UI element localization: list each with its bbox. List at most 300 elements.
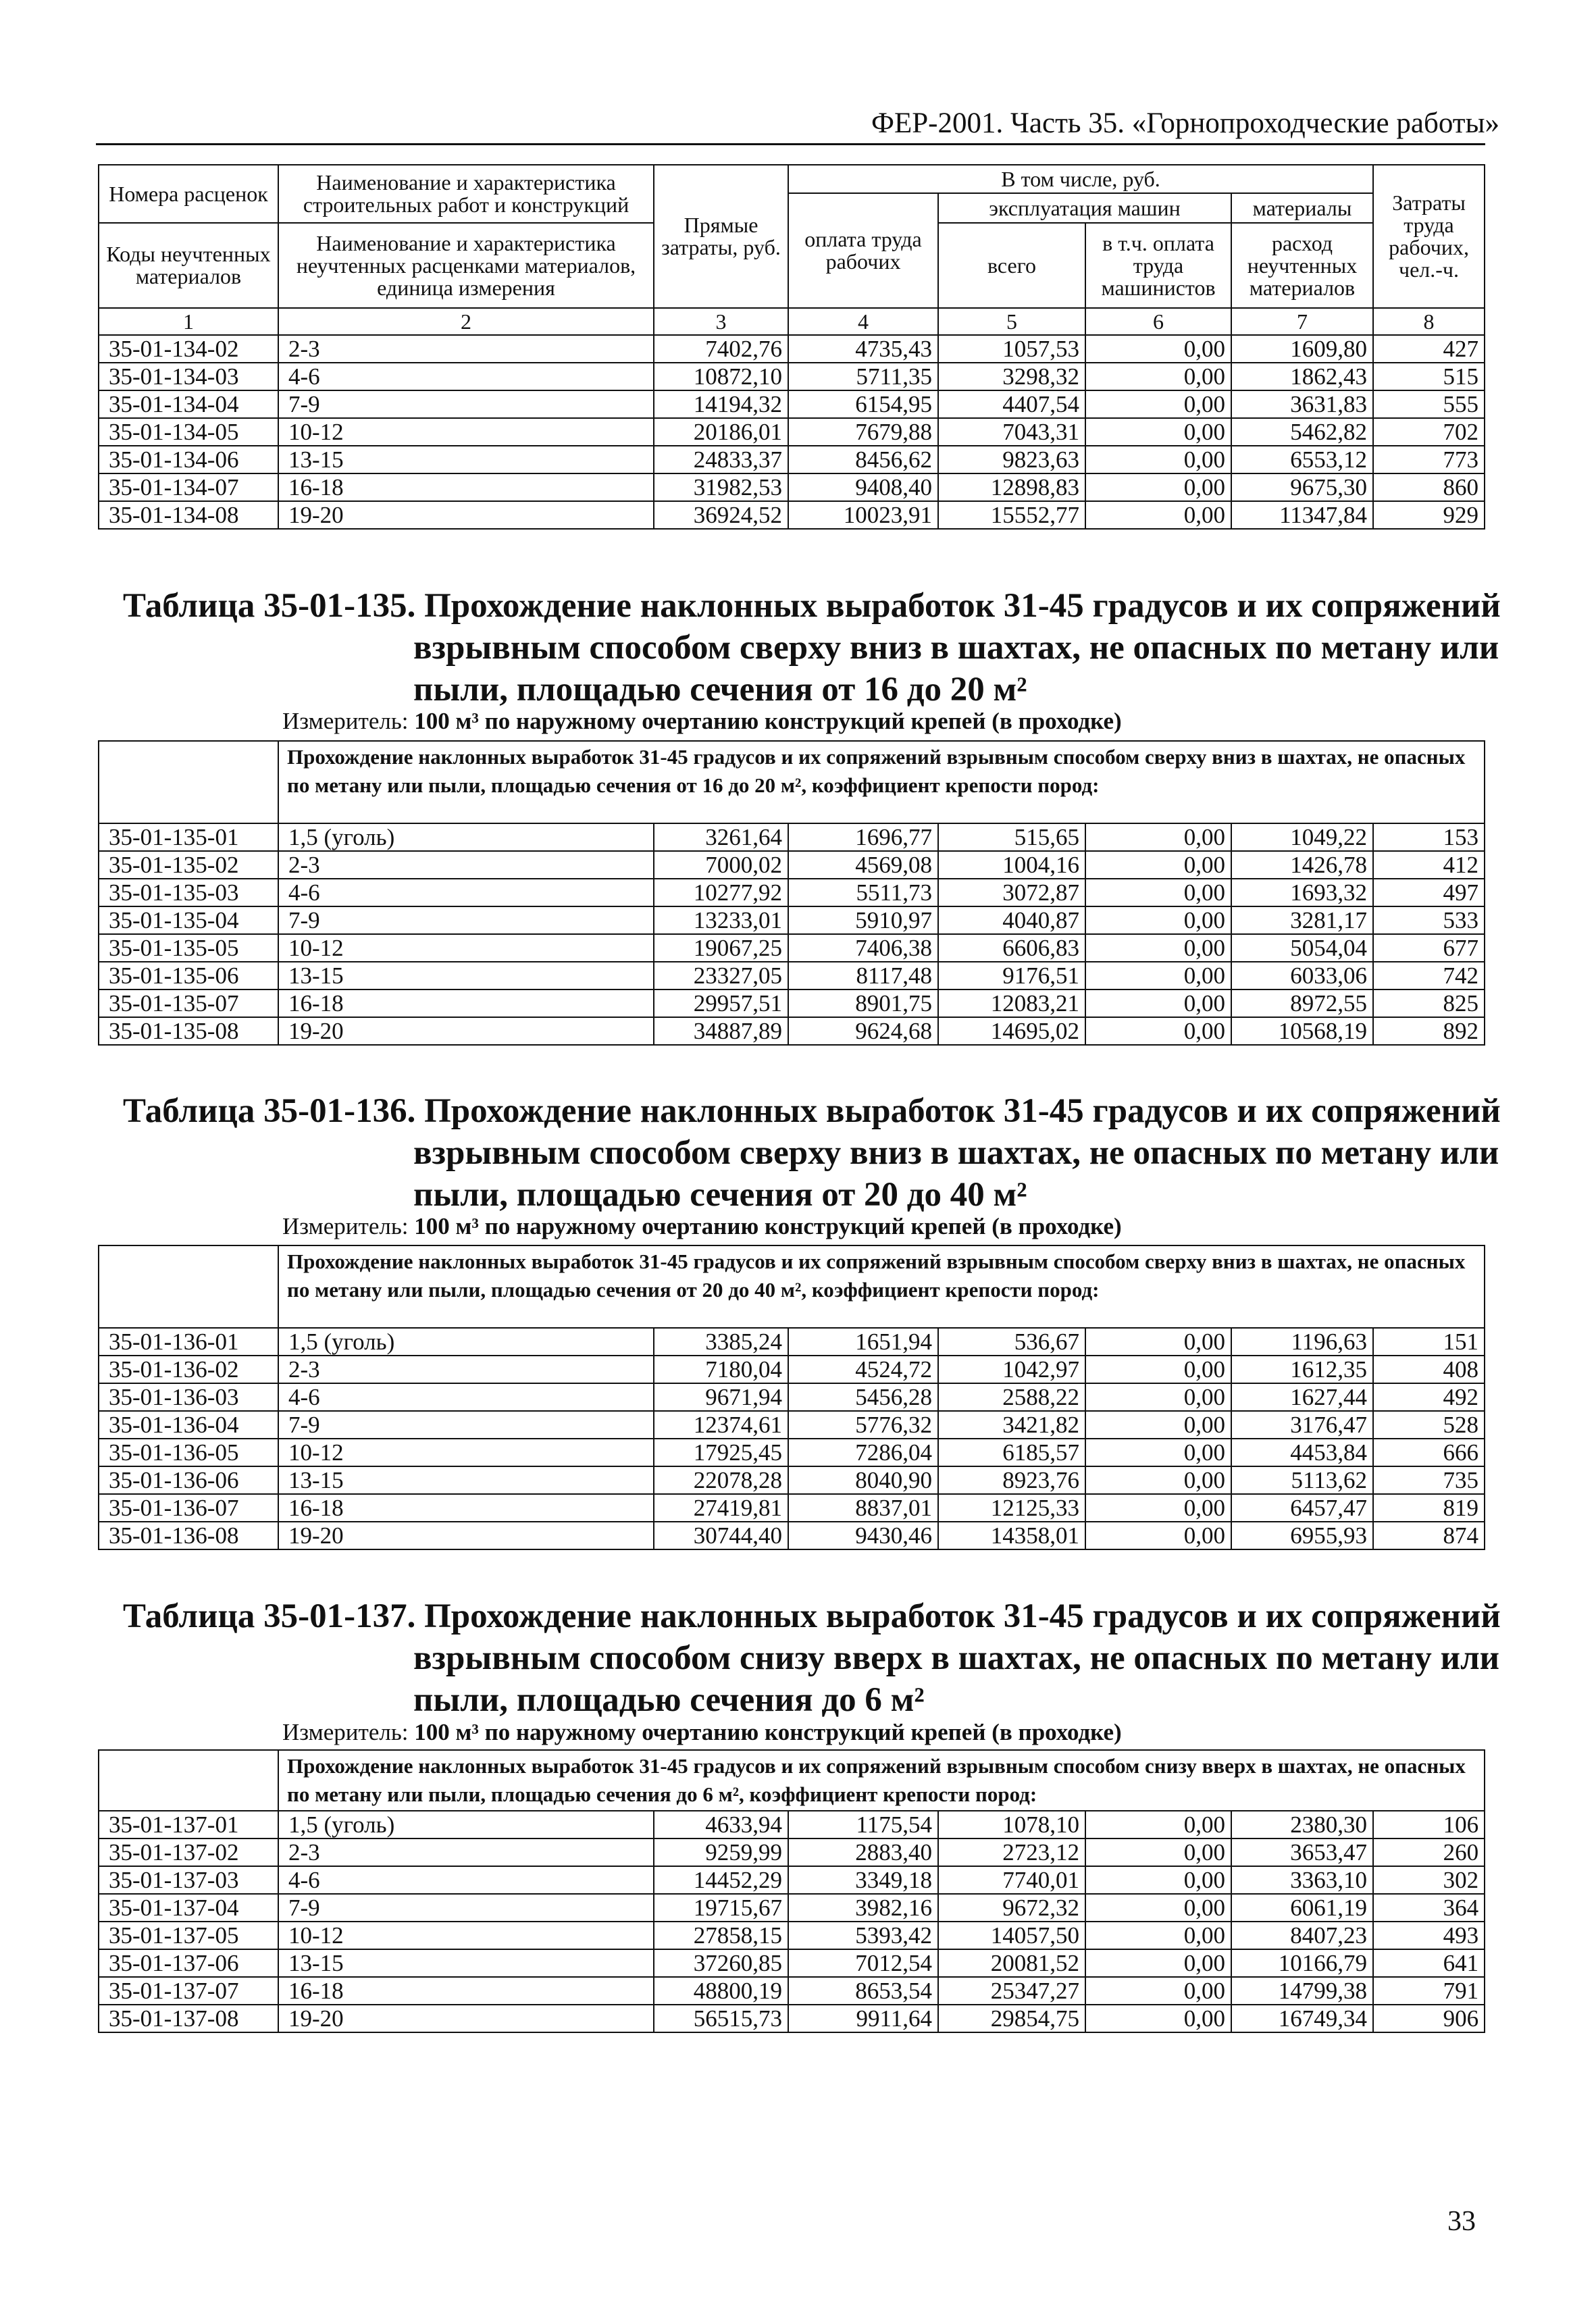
table-134: [98, 164, 1485, 530]
table-cell: 35-01-136-08: [99, 1522, 278, 1549]
table-row: [99, 1466, 1485, 1494]
table-cell: 7-9: [278, 1894, 654, 1922]
table-cell: 35-01-136-07: [99, 1494, 278, 1522]
table-cell: 16-18: [278, 989, 654, 1017]
table-cell: 19-20: [278, 1522, 654, 1549]
table-cell: 27858,15: [654, 1922, 788, 1949]
table-136: [98, 1245, 1485, 1550]
table-cell: 19-20: [278, 2005, 654, 2032]
table-cell: 10023,91: [788, 501, 938, 529]
table-cell: 35-01-134-04: [99, 390, 278, 418]
table-cell: 666: [1373, 1439, 1485, 1466]
table-cell: 12898,83: [938, 473, 1085, 501]
table-cell: 0,00: [1085, 1839, 1231, 1866]
table-row: [99, 446, 1485, 473]
table-row: [99, 989, 1485, 1017]
table-cell: 408: [1373, 1356, 1485, 1383]
table-cell: 6606,83: [938, 934, 1085, 962]
table-cell: 9823,63: [938, 446, 1085, 473]
table-cell: 0,00: [1085, 1894, 1231, 1922]
table-cell: 35-01-137-05: [99, 1922, 278, 1949]
table-cell: 5711,35: [788, 363, 938, 390]
table-cell: 536,67: [938, 1328, 1085, 1356]
table-cell: 3176,47: [1231, 1411, 1373, 1439]
table-cell: 4-6: [278, 363, 654, 390]
table-cell: 0,00: [1085, 1866, 1231, 1894]
table-137: [98, 1749, 1485, 2033]
table-cell: 48800,19: [654, 1977, 788, 2005]
table-row: [99, 390, 1485, 418]
table-cell: 8923,76: [938, 1466, 1085, 1494]
table-cell: 10-12: [278, 934, 654, 962]
table-row: [99, 1839, 1485, 1866]
table-cell: 0,00: [1085, 879, 1231, 906]
table-row: [99, 906, 1485, 934]
table-row: [99, 501, 1485, 529]
table-cell: 0,00: [1085, 851, 1231, 879]
table-cell: 791: [1373, 1977, 1485, 2005]
table-cell: 8972,55: [1231, 989, 1373, 1017]
table-cell: 153: [1373, 823, 1485, 851]
table-cell: 8837,01: [788, 1494, 938, 1522]
table-cell: 19067,25: [654, 934, 788, 962]
table-cell: 0,00: [1085, 989, 1231, 1017]
table-cell: 23327,05: [654, 962, 788, 989]
table-cell: 1696,77: [788, 823, 938, 851]
table-cell: 1862,43: [1231, 363, 1373, 390]
table-cell: 13-15: [278, 446, 654, 473]
table-cell: 35-01-136-05: [99, 1439, 278, 1466]
table-cell: 16-18: [278, 473, 654, 501]
table-row: [99, 1494, 1485, 1522]
table-cell: 8407,23: [1231, 1922, 1373, 1949]
table-cell: 1175,54: [788, 1811, 938, 1839]
table-cell: 3261,64: [654, 823, 788, 851]
table-cell: 1693,32: [1231, 879, 1373, 906]
table-row: [99, 335, 1485, 363]
table-cell: 4524,72: [788, 1356, 938, 1383]
table-cell: 36924,52: [654, 501, 788, 529]
table-cell: 2-3: [278, 1356, 654, 1383]
table-row: [99, 2005, 1485, 2032]
table-cell: 35-01-135-05: [99, 934, 278, 962]
table-cell: 2-3: [278, 1839, 654, 1866]
table-cell: 14799,38: [1231, 1977, 1373, 2005]
table-cell: 3349,18: [788, 1866, 938, 1894]
table-cell: 27419,81: [654, 1494, 788, 1522]
table-cell: 0,00: [1085, 473, 1231, 501]
table-row: [99, 1383, 1485, 1411]
table-cell: 0,00: [1085, 1356, 1231, 1383]
table-cell: 10568,19: [1231, 1017, 1373, 1045]
table-cell: 641: [1373, 1949, 1485, 1977]
table-cell: 35-01-134-03: [99, 363, 278, 390]
table-136-title: Таблица 35-01-136. Прохождение наклонных выработок 31-45 градусов и их сопряжений взрывным способом сверху вниз в шахтах, не опасных по метану или пыли, площадью сечения от 20 до 40 м²: [123, 1092, 1501, 1214]
table-cell: 35-01-137-01: [99, 1811, 278, 1839]
table-cell: 677: [1373, 934, 1485, 962]
table-cell: 860: [1373, 473, 1485, 501]
table-cell: 6033,06: [1231, 962, 1373, 989]
table-row: [99, 418, 1485, 446]
col-header-work-name: Наименование и характеристика строительных работ и конструкций: [278, 165, 654, 223]
table-cell: 29957,51: [654, 989, 788, 1017]
table-cell: 35-01-135-06: [99, 962, 278, 989]
table-cell: 0,00: [1085, 390, 1231, 418]
table-cell: 7402,76: [654, 335, 788, 363]
table-cell: 929: [1373, 501, 1485, 529]
table-cell: 735: [1373, 1466, 1485, 1494]
table-cell: 528: [1373, 1411, 1485, 1439]
column-number-row: 1 2 3 4 5 6 7 8: [99, 308, 1485, 335]
table-cell: 20186,01: [654, 418, 788, 446]
table-cell: 492: [1373, 1383, 1485, 1411]
table-cell: 35-01-134-02: [99, 335, 278, 363]
table-cell: 1,5 (уголь): [278, 823, 654, 851]
table-cell: 0,00: [1085, 363, 1231, 390]
table-cell: 3421,82: [938, 1411, 1085, 1439]
table-cell: 555: [1373, 390, 1485, 418]
table-cell: 10-12: [278, 1439, 654, 1466]
table-cell: 35-01-134-05: [99, 418, 278, 446]
table-cell: 35-01-134-08: [99, 501, 278, 529]
table-cell: 7-9: [278, 906, 654, 934]
table-row: [99, 1866, 1485, 1894]
col-header-worker-pay: оплата труда рабочих: [788, 193, 938, 308]
table-row: [99, 934, 1485, 962]
table-cell: 0,00: [1085, 446, 1231, 473]
col-header-rate-numbers: Номера расценок: [99, 165, 278, 223]
table-cell: 13233,01: [654, 906, 788, 934]
table-cell: 10277,92: [654, 879, 788, 906]
table-row: [99, 879, 1485, 906]
table-cell: 24833,37: [654, 446, 788, 473]
table-cell: 9624,68: [788, 1017, 938, 1045]
table-cell: 5456,28: [788, 1383, 938, 1411]
table-cell: 4569,08: [788, 851, 938, 879]
table-cell: 5462,82: [1231, 418, 1373, 446]
table-cell: 1,5 (уголь): [278, 1811, 654, 1839]
table-cell: 6955,93: [1231, 1522, 1373, 1549]
table-cell: 0,00: [1085, 335, 1231, 363]
table-cell: 37260,85: [654, 1949, 788, 1977]
table-cell: 56515,73: [654, 2005, 788, 2032]
table-cell: 151: [1373, 1328, 1485, 1356]
table-row: [99, 1522, 1485, 1549]
table-cell: 7286,04: [788, 1439, 938, 1466]
table-cell: 1627,44: [1231, 1383, 1373, 1411]
table-cell: 5054,04: [1231, 934, 1373, 962]
table-cell: 4735,43: [788, 335, 938, 363]
table-cell: 6061,19: [1231, 1894, 1373, 1922]
table-cell: 4453,84: [1231, 1439, 1373, 1466]
table-cell: 4-6: [278, 879, 654, 906]
table-cell: 9911,64: [788, 2005, 938, 2032]
table-cell: 3982,16: [788, 1894, 938, 1922]
table-cell: 14452,29: [654, 1866, 788, 1894]
table-row: [99, 1894, 1485, 1922]
table-cell: 5776,32: [788, 1411, 938, 1439]
table-cell: 5910,97: [788, 906, 938, 934]
table-row: [99, 1439, 1485, 1466]
table-cell: 7000,02: [654, 851, 788, 879]
table-cell: 0,00: [1085, 418, 1231, 446]
table-cell: 302: [1373, 1866, 1485, 1894]
table-cell: 6553,12: [1231, 446, 1373, 473]
table-cell: 0,00: [1085, 1328, 1231, 1356]
col-header-machines: эксплуатация машин: [938, 193, 1231, 223]
table-cell: 12083,21: [938, 989, 1085, 1017]
table-cell: 1651,94: [788, 1328, 938, 1356]
table-row: [99, 851, 1485, 879]
table-cell: 7406,38: [788, 934, 938, 962]
table-cell: 1,5 (уголь): [278, 1328, 654, 1356]
table-cell: 6457,47: [1231, 1494, 1373, 1522]
table-135-title: Таблица 35-01-135. Прохождение наклонных выработок 31-45 градусов и их сопряжений взрывным способом сверху вниз в шахтах, не опасных по метану или пыли, площадью сечения от 16 до 20 м²: [123, 587, 1501, 709]
table-136-description: Прохождение наклонных выработок 31-45 градусов и их сопряжений взрывным способом сверху вниз в шахтах, не опасных по метану или пыли, площадью сечения от 20 до 40 м², коэффициент крепости пород:: [278, 1245, 1485, 1328]
table-cell: 0,00: [1085, 962, 1231, 989]
table-cell: 9675,30: [1231, 473, 1373, 501]
table-cell: 22078,28: [654, 1466, 788, 1494]
table-cell: 19715,67: [654, 1894, 788, 1922]
table-cell: 16749,34: [1231, 2005, 1373, 2032]
table-cell: 4-6: [278, 1866, 654, 1894]
table-cell: 35-01-134-06: [99, 446, 278, 473]
table-cell: 14695,02: [938, 1017, 1085, 1045]
page-number: 33: [1447, 2206, 1476, 2237]
table-cell: 2380,30: [1231, 1811, 1373, 1839]
table-cell: 14194,32: [654, 390, 788, 418]
table-cell: 0,00: [1085, 1494, 1231, 1522]
table-cell: 3385,24: [654, 1328, 788, 1356]
table-cell: 9259,99: [654, 1839, 788, 1866]
table-cell: 13-15: [278, 1949, 654, 1977]
table-cell: 3363,10: [1231, 1866, 1373, 1894]
table-cell: 8040,90: [788, 1466, 938, 1494]
table-cell: 7740,01: [938, 1866, 1085, 1894]
table-cell: 13-15: [278, 1466, 654, 1494]
table-row: [99, 1949, 1485, 1977]
table-cell: 0,00: [1085, 1411, 1231, 1439]
table-cell: 35-01-137-04: [99, 1894, 278, 1922]
table-cell: 30744,40: [654, 1522, 788, 1549]
table-cell: 497: [1373, 879, 1485, 906]
table-cell: 533: [1373, 906, 1485, 934]
table-cell: 3653,47: [1231, 1839, 1373, 1866]
table-cell: 4040,87: [938, 906, 1085, 934]
table-cell: 742: [1373, 962, 1485, 989]
table-row: [99, 1811, 1485, 1839]
table-cell: 6185,57: [938, 1439, 1085, 1466]
col-header-machinist-pay: в т.ч. оплата труда машинистов: [1085, 223, 1231, 308]
table-cell: 9176,51: [938, 962, 1085, 989]
table-cell: 0,00: [1085, 1383, 1231, 1411]
table-row: [99, 1017, 1485, 1045]
table-cell: 19-20: [278, 501, 654, 529]
table-cell: 11347,84: [1231, 501, 1373, 529]
table-cell: 3631,83: [1231, 390, 1373, 418]
table-cell: 1078,10: [938, 1811, 1085, 1839]
table-cell: 14057,50: [938, 1922, 1085, 1949]
table-cell: 35-01-135-04: [99, 906, 278, 934]
table-cell: 35-01-136-06: [99, 1466, 278, 1494]
table-cell: 7043,31: [938, 418, 1085, 446]
table-cell: 515,65: [938, 823, 1085, 851]
table-cell: 0,00: [1085, 906, 1231, 934]
table-cell: 10-12: [278, 418, 654, 446]
table-cell: 19-20: [278, 1017, 654, 1045]
table-cell: 2883,40: [788, 1839, 938, 1866]
table-cell: 8456,62: [788, 446, 938, 473]
table-cell: 3281,17: [1231, 906, 1373, 934]
table-cell: 25347,27: [938, 1977, 1085, 2005]
table-row: [99, 1328, 1485, 1356]
table-cell: 7012,54: [788, 1949, 938, 1977]
table-cell: 9408,40: [788, 473, 938, 501]
table-cell: 1042,97: [938, 1356, 1085, 1383]
table-cell: 6154,95: [788, 390, 938, 418]
table-cell: 9672,32: [938, 1894, 1085, 1922]
table-row: [99, 1977, 1485, 2005]
table-cell: 7180,04: [654, 1356, 788, 1383]
table-cell: 819: [1373, 1494, 1485, 1522]
table-cell: 35-01-137-06: [99, 1949, 278, 1977]
table-cell: 7679,88: [788, 418, 938, 446]
col-header-material-codes: Коды неучтенных материалов: [99, 223, 278, 308]
table-cell: 1196,63: [1231, 1328, 1373, 1356]
table-cell: 3298,32: [938, 363, 1085, 390]
table-cell: 892: [1373, 1017, 1485, 1045]
table-row: [99, 1356, 1485, 1383]
table-cell: 4633,94: [654, 1811, 788, 1839]
table-cell: 8653,54: [788, 1977, 938, 2005]
header-rule: [96, 143, 1485, 145]
table-cell: 20081,52: [938, 1949, 1085, 1977]
table-row: [99, 823, 1485, 851]
table-cell: 0,00: [1085, 1522, 1231, 1549]
table-row: [99, 473, 1485, 501]
table-cell: 14358,01: [938, 1522, 1085, 1549]
table-row: [99, 1411, 1485, 1439]
table-135: [98, 740, 1485, 1046]
table-cell: 7-9: [278, 390, 654, 418]
table-137-title: Таблица 35-01-137. Прохождение наклонных выработок 31-45 градусов и их сопряжений взрывным способом снизу вверх в шахтах, не опасных по метану или пыли, площадью сечения до 6 м²: [123, 1597, 1501, 1719]
table-cell: 364: [1373, 1894, 1485, 1922]
table-cell: 35-01-134-07: [99, 473, 278, 501]
table-cell: 1426,78: [1231, 851, 1373, 879]
table-cell: 12125,33: [938, 1494, 1085, 1522]
table-cell: 35-01-137-07: [99, 1977, 278, 2005]
table-cell: 35-01-135-07: [99, 989, 278, 1017]
table-cell: 825: [1373, 989, 1485, 1017]
table-cell: 10-12: [278, 1922, 654, 1949]
table-cell: 17925,45: [654, 1439, 788, 1466]
table-cell: 31982,53: [654, 473, 788, 501]
table-row: [99, 1922, 1485, 1949]
col-header-machines-total: всего: [938, 223, 1085, 308]
table-cell: 2723,12: [938, 1839, 1085, 1866]
table-cell: 35-01-136-03: [99, 1383, 278, 1411]
table-cell: 35-01-135-03: [99, 879, 278, 906]
table-cell: 0,00: [1085, 1922, 1231, 1949]
table-135-meter: Измеритель: 100 м³ по наружному очертанию конструкций крепей (в проходке): [282, 708, 1122, 734]
table-cell: 13-15: [278, 962, 654, 989]
running-header: ФЕР-2001. Часть 35. «Горнопроходческие работы»: [871, 107, 1499, 139]
table-cell: 0,00: [1085, 1017, 1231, 1045]
table-cell: 35-01-137-03: [99, 1866, 278, 1894]
table-cell: 1004,16: [938, 851, 1085, 879]
table-cell: 493: [1373, 1922, 1485, 1949]
table-cell: 8901,75: [788, 989, 938, 1017]
table-cell: 35-01-136-02: [99, 1356, 278, 1383]
table-cell: 29854,75: [938, 2005, 1085, 2032]
table-cell: 7-9: [278, 1411, 654, 1439]
table-cell: 9671,94: [654, 1383, 788, 1411]
table-cell: 35-01-136-01: [99, 1328, 278, 1356]
table-cell: 1612,35: [1231, 1356, 1373, 1383]
table-cell: 0,00: [1085, 501, 1231, 529]
table-cell: 412: [1373, 851, 1485, 879]
table-cell: 0,00: [1085, 1811, 1231, 1839]
col-header-labor-hours: Затраты труда рабочих, чел.-ч.: [1373, 165, 1485, 308]
table-cell: 0,00: [1085, 1949, 1231, 1977]
table-cell: 9430,46: [788, 1522, 938, 1549]
table-135-description: Прохождение наклонных выработок 31-45 градусов и их сопряжений взрывным способом сверху вниз в шахтах, не опасных по метану или пыли, площадью сечения от 16 до 20 м², коэффициент крепости пород:: [278, 741, 1485, 823]
table-cell: 35-01-135-02: [99, 851, 278, 879]
table-cell: 4407,54: [938, 390, 1085, 418]
table-cell: 0,00: [1085, 1466, 1231, 1494]
table-cell: 34887,89: [654, 1017, 788, 1045]
col-header-material-usage: расход неучтенных материалов: [1231, 223, 1373, 308]
table-cell: 10872,10: [654, 363, 788, 390]
table-137-meter: Измеритель: 100 м³ по наружному очертанию конструкций крепей (в проходке): [282, 1719, 1122, 1745]
table-cell: 2588,22: [938, 1383, 1085, 1411]
table-cell: 5393,42: [788, 1922, 938, 1949]
col-header-including: В том числе, руб.: [788, 165, 1373, 193]
table-cell: 515: [1373, 363, 1485, 390]
table-cell: 260: [1373, 1839, 1485, 1866]
table-cell: 3072,87: [938, 879, 1085, 906]
col-header-direct-costs: Прямые затраты, руб.: [654, 165, 788, 308]
table-cell: 35-01-135-01: [99, 823, 278, 851]
table-cell: 16-18: [278, 1494, 654, 1522]
table-cell: 906: [1373, 2005, 1485, 2032]
col-header-material-name: Наименование и характеристика неучтенных расценками материалов, единица измерения: [278, 223, 654, 308]
table-cell: 35-01-137-08: [99, 2005, 278, 2032]
table-cell: 0,00: [1085, 823, 1231, 851]
table-cell: 35-01-135-08: [99, 1017, 278, 1045]
col-header-materials: материалы: [1231, 193, 1373, 223]
table-cell: 12374,61: [654, 1411, 788, 1439]
table-cell: 35-01-136-04: [99, 1411, 278, 1439]
table-cell: 2-3: [278, 335, 654, 363]
table-cell: 0,00: [1085, 2005, 1231, 2032]
table-cell: 702: [1373, 418, 1485, 446]
table-cell: 0,00: [1085, 1977, 1231, 2005]
table-cell: 874: [1373, 1522, 1485, 1549]
table-cell: 427: [1373, 335, 1485, 363]
table-136-meter: Измеритель: 100 м³ по наружному очертанию конструкций крепей (в проходке): [282, 1213, 1122, 1239]
table-cell: 5511,73: [788, 879, 938, 906]
table-cell: 106: [1373, 1811, 1485, 1839]
table-cell: 16-18: [278, 1977, 654, 2005]
table-cell: 2-3: [278, 851, 654, 879]
table-cell: 8117,48: [788, 962, 938, 989]
table-cell: 5113,62: [1231, 1466, 1373, 1494]
table-row: [99, 962, 1485, 989]
table-cell: 1609,80: [1231, 335, 1373, 363]
table-cell: 1049,22: [1231, 823, 1373, 851]
table-cell: 1057,53: [938, 335, 1085, 363]
